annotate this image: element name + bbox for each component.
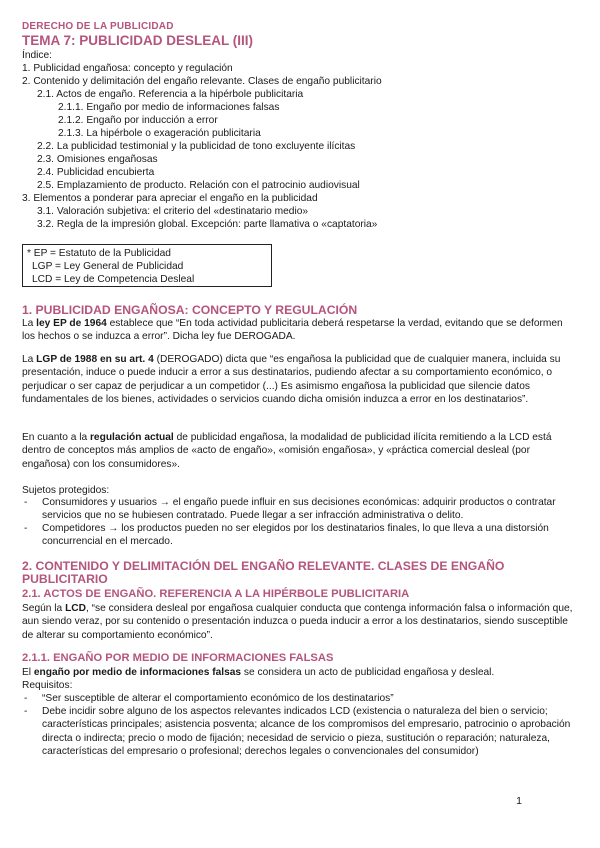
list-item: - Competidores → los productos pueden no ser elegidos por los destinatarios finales, lo que lleva a una distorsión concurrencial en el mercado. (24, 523, 549, 548)
section1-paragraph-3: En cuanto a la regulación actual de publicidad engañosa, la modalidad de publicidad ilícita remitiendo a la LCD está dentro de conceptos más amplios de «acto de engaño», «omisión engañosa», y «práctica comercial desleal (por engañosa) con los consumidores». (22, 432, 552, 470)
index-item: 2.5. Emplazamiento de producto. Relación con el patrocinio audiovisual (37, 180, 360, 191)
index-item: 2.1.1. Engaño por medio de informaciones falsas (58, 102, 280, 113)
index-item: 1. Publicidad engañosa: concepto y regulación (22, 63, 233, 74)
page-number: 1 (516, 795, 522, 807)
index-item: 2.4. Publicidad encubierta (37, 167, 155, 178)
index-item: 3. Elementos a ponderar para apreciar el engaño en la publicidad (22, 193, 318, 204)
bold-term: engaño por medio de informaciones falsas (33, 667, 242, 678)
index-item: 2.1.3. La hipérbole o exageración publicitaria (58, 128, 261, 139)
list-item: - Debe incidir sobre alguno de los aspectos relevantes indicados LCD (existencia o naturaleza del bien o servicio; características principales; asistencia posventa; alcance de los compromisos del empresario, patrocinio o aprobación directa o indirecta; precio o modo de fijación; necesidad de servicio o pieza, sustitución o reparación; naturaleza, características del empresario o profesional; derechos legales o convencionales del consumidor) (24, 706, 571, 758)
index-item: 2.3. Omisiones engañosas (37, 154, 158, 165)
index-item: 2.1.2. Engaño por inducción a error (58, 115, 218, 126)
section2-heading: 2. CONTENIDO Y DELIMITACIÓN DEL ENGAÑO RELEVANTE. CLASES DE ENGAÑO PUBLICITARIO (22, 559, 505, 586)
index-item: 3.1. Valoración subjetiva: el criterio del «destinatario medio» (37, 206, 309, 217)
list-item: - Consumidores y usuarios → el engaño puede influir en sus decisiones económicas: adquirir productos o contratar servicios que no se hubiesen contratado. Puede llegar a ser infracción administrativa o delito. (24, 497, 556, 522)
section2-paragraph-1: Según la LCD, “se considera desleal por engañosa cualquier conducta que contenga información falsa o información que, aun siendo veraz, por su contenido o presentación induzca o pueda inducir a error a los destinatarios, siendo susceptible de alterar su comportamiento económico”. (22, 603, 573, 641)
requirements-label: Requisitos: (22, 680, 73, 691)
subject-header: DERECHO DE LA PUBLICIDAD (22, 21, 174, 32)
abbreviation-lgp: LGP = Ley General de Publicidad (32, 261, 184, 272)
index-item: 2.2. La publicidad testimonial y la publicidad de tono excluyente ilícitas (37, 141, 356, 152)
bold-term: ley EP de 1964 (36, 318, 107, 329)
section2-1-heading: 2.1. ACTOS DE ENGAÑO. REFERENCIA A LA HIPÉRBOLE PUBLICITARIA (22, 588, 410, 600)
bold-term: regulación actual (89, 432, 174, 443)
abbreviation-lcd: LCD = Ley de Competencia Desleal (32, 274, 195, 285)
list-item: - “Ser susceptible de alterar el comportamiento económico de los destinatarios” (24, 693, 394, 704)
section1-heading: 1. PUBLICIDAD ENGAÑOSA: CONCEPTO Y REGULACIÓN (22, 303, 358, 317)
index-item: 2. Contenido y delimitación del engaño relevante. Clases de engaño publicitario (22, 76, 382, 87)
abbreviation-ep: * EP = Estatuto de la Publicidad (27, 248, 171, 259)
section1-paragraph-2: La LGP de 1988 en su art. 4 (DEROGADO) dicta que “es engañosa la publicidad que de cualquier manera, incluida su presentación, induce o puede inducir a error a sus destinatarios, pudiendo afectar a su comportamiento económico, o perjudicar o ser capaz de perjudicar a un competidor (...) Es asimismo engañosa la publicidad que silencie datos fundamentales de los bienes, actividades o servicios cuando dicha omisión induzca a error en los destinatarios”. (22, 354, 561, 406)
section2-paragraph-2: El engaño por medio de informaciones falsas se considera un acto de publicidad engañosa y desleal. (22, 667, 495, 678)
bold-term: LGP de 1988 en su art. 4 (36, 354, 154, 365)
document-title: TEMA 7: PUBLICIDAD DESLEAL (III) (22, 33, 254, 48)
subjects-label: Sujetos protegidos: (22, 485, 110, 496)
index-label: Índice: (22, 50, 53, 61)
index-item: 3.2. Regla de la impresión global. Excepción: parte llamativa o «captatoria» (37, 219, 378, 230)
bold-term: LCD (65, 603, 86, 614)
section1-paragraph-1: La ley EP de 1964 establece que “En toda actividad publicitaria deberá respetarse la verdad, evitando que se deformen los hechos o se induzca a error”. Dicha ley fue DEROGADA. (22, 318, 563, 343)
section2-1-1-heading: 2.1.1. ENGAÑO POR MEDIO DE INFORMACIONES FALSAS (22, 652, 334, 664)
abbreviations-box (22, 244, 272, 287)
index-item: 2.1. Actos de engaño. Referencia a la hipérbole publicitaria (37, 89, 304, 100)
